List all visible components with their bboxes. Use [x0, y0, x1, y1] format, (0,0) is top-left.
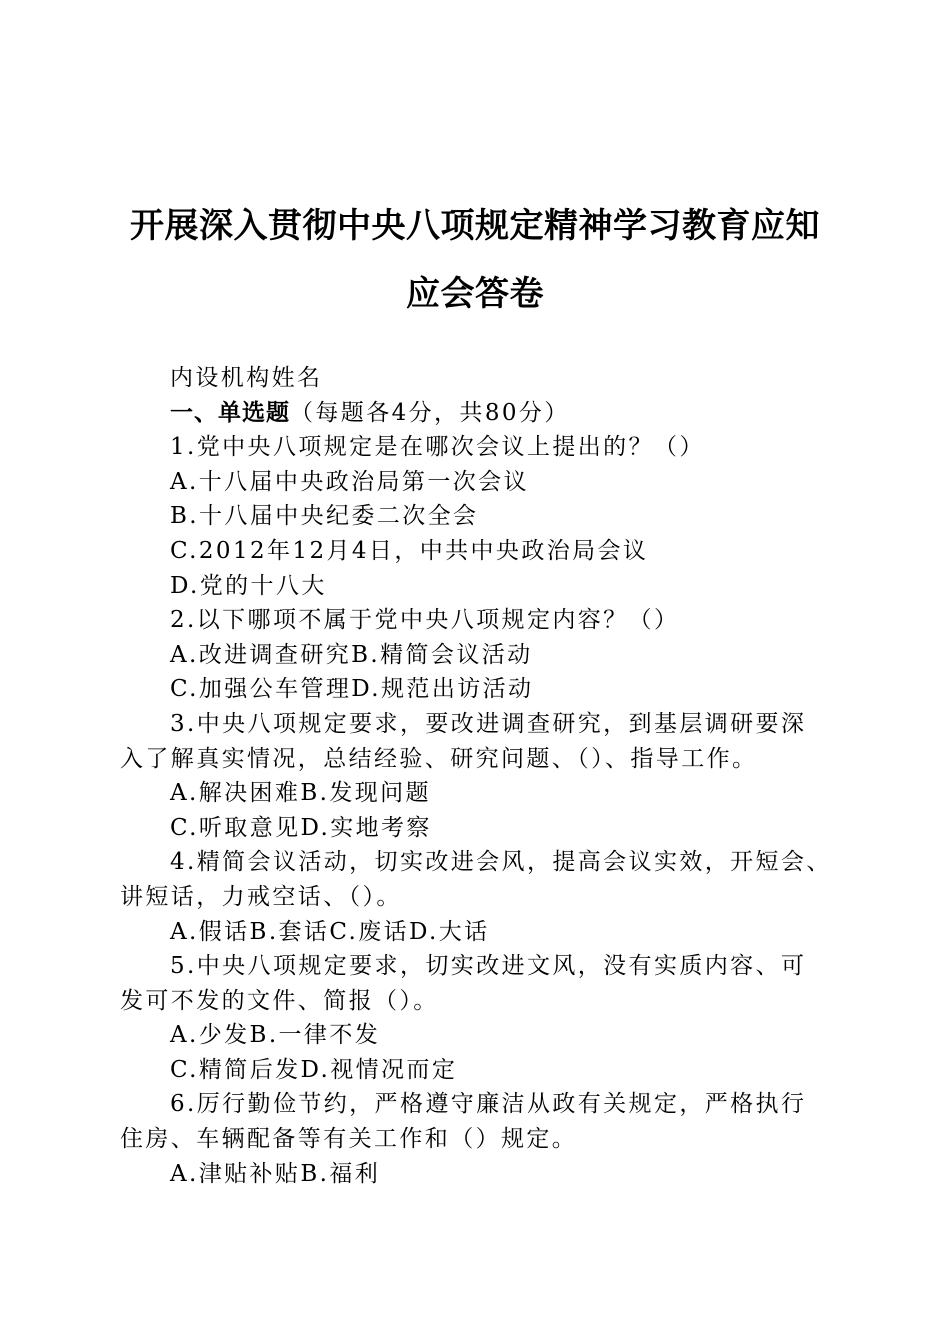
document-line: 4.精简会议活动，切实改进会风，提高会议实效，开短会、 [170, 849, 832, 876]
section-note: （每题各4分，共80分） [290, 399, 570, 426]
document-line: 5.中央八项规定要求，切实改进文风，没有实质内容、可 [170, 953, 807, 980]
question-list [120, 430, 835, 1191]
document-line: A.少发B.一律不发 [170, 1022, 381, 1049]
document-line: 发可不发的文件、简报（）。 [120, 987, 439, 1014]
document-line: 讲短话，力戒空话、（）。 [120, 883, 402, 910]
document-line: 住房、车辆配备等有关工作和（）规定。 [120, 1126, 578, 1153]
section-heading-line [120, 396, 835, 431]
document-line: A.津贴补贴B.福利 [170, 1160, 381, 1187]
respondent-line: 内设机构姓名 [170, 365, 323, 391]
document-line: 3.中央八项规定要求，要改进调查研究，到基层调研要深 [170, 710, 807, 737]
document-body [120, 361, 835, 1191]
section-heading: 一、单选题 [170, 399, 290, 426]
document-line: 6.厉行勤俭节约，严格遵守廉洁从政有关规定，严格执行 [170, 1091, 807, 1118]
document-line: A.十八届中央政治局第一次会议 [170, 468, 529, 495]
document-line: 入了解真实情况，总结经验、研究问题、（）、指导工作。 [120, 745, 758, 772]
document-line: D.党的十八大 [170, 572, 327, 599]
document-line: 1.党中央八项规定是在哪次会议上提出的？（） [170, 434, 705, 461]
document-line: C.2012年12月4日，中共中央政治局会议 [170, 537, 649, 564]
document-line: A.解决困难B.发现问题 [170, 780, 431, 807]
document-title-line-1: 开展深入贯彻中央八项规定精神学习教育应知 [130, 206, 820, 246]
document-line: C.精简后发D.视情况而定 [170, 1056, 458, 1083]
document-line: A.假话B.套话C.废话D.大话 [170, 918, 490, 945]
document-title-line-2: 应会答卷 [406, 274, 544, 314]
document-line: 2.以下哪项不属于党中央八项规定内容？（） [170, 607, 680, 634]
document-line: A.改进调查研究B.精简会议活动 [170, 641, 533, 668]
document-line: B.十八届中央纪委二次全会 [170, 503, 479, 530]
document-line: C.加强公车管理D.规范出访活动 [170, 676, 534, 703]
document-line: C.听取意见D.实地考察 [170, 814, 432, 841]
